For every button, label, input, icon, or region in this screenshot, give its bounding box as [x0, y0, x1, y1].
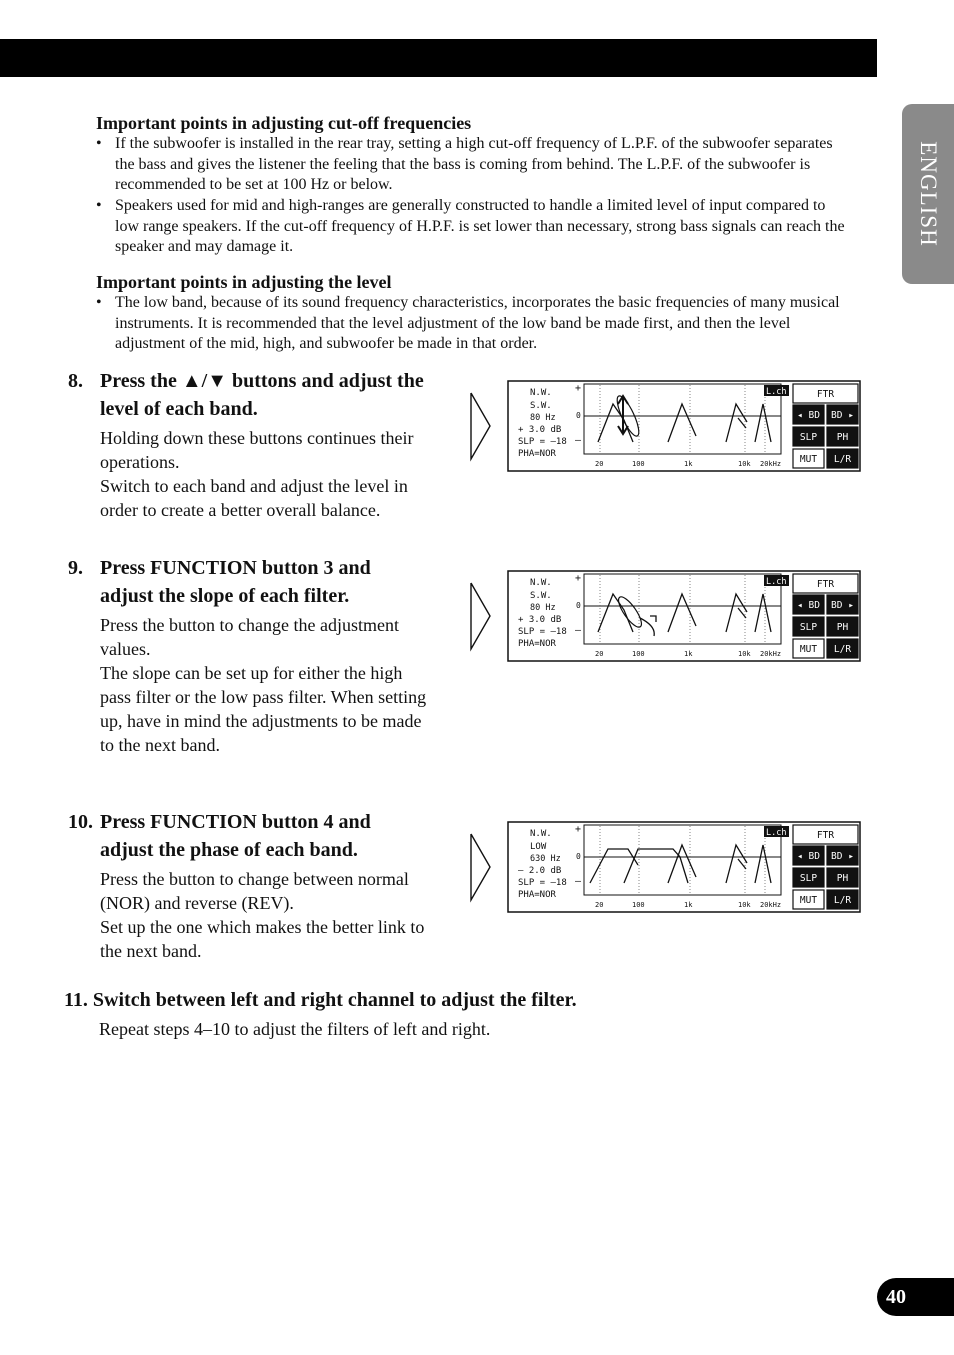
level-text: + 3.0 dB — [518, 425, 562, 435]
step-body — [100, 613, 428, 757]
phase-text: PHA=NOR — [518, 639, 556, 649]
phase-text: PHA=NOR — [518, 890, 556, 900]
x-tick-label: 1k — [684, 650, 693, 658]
frequency-text: 80 Hz — [530, 413, 556, 423]
step-number: 11. — [64, 989, 88, 1011]
slope-text: SLP = –18 — [518, 627, 567, 637]
band-prev-button[interactable] — [793, 405, 824, 424]
slope-button-label: SLP — [799, 873, 818, 884]
ftr-button-label: FTR — [816, 579, 835, 590]
band-type-text: LOW — [530, 842, 547, 852]
mute-button-label: MUT — [799, 895, 818, 906]
x-tick-label: 20 — [595, 901, 604, 909]
step-11 — [64, 986, 884, 1041]
step-number: 10. — [68, 811, 93, 833]
pointer-arrow-icon — [471, 583, 490, 649]
frequency-text: 80 Hz — [530, 603, 556, 613]
frequency-text: 630 Hz — [530, 854, 561, 864]
channel-label: L.ch — [766, 387, 787, 397]
scale-minus-label: – — [575, 876, 582, 887]
scale-plus-label: + — [575, 824, 582, 835]
level-heading: Important points in adjusting the level — [96, 272, 392, 292]
ftr-button[interactable] — [793, 825, 858, 844]
scale-minus-label: – — [575, 435, 582, 446]
x-tick-label: 20kHz — [760, 901, 782, 909]
step-9 — [68, 554, 428, 757]
ftr-button[interactable] — [793, 384, 858, 403]
bullet-text: The low band, because of its sound frequency characteristics, incorporates the basic frequencies of many musical instruments. It is recommended that the level adjustment of the low band be made first, and then the level adjustment of the mid, high, and subwoofer be made in that order. — [115, 294, 840, 352]
band-next-button-label: BD ▸ — [831, 600, 854, 611]
step-number: 8. — [68, 370, 83, 392]
step-title: Press the ▲/▼ buttons and adjust the level of each band. — [100, 370, 424, 420]
step-title — [64, 986, 884, 1014]
band-prev-button-label: ◂ BD — [797, 410, 820, 421]
step-10 — [68, 808, 428, 963]
left-right-button-label: L/R — [833, 454, 852, 465]
band-name-text: N.W. — [530, 388, 552, 398]
step-paragraph: Holding down these buttons continues their operations. — [100, 428, 414, 472]
left-right-button[interactable] — [827, 890, 858, 909]
slope-button[interactable] — [793, 868, 824, 887]
band-prev-button[interactable] — [793, 846, 824, 865]
step-title-text: Switch between left and right channel to adjust the filter. — [92, 989, 577, 1011]
step-paragraph: Repeat steps 4–10 to adjust the filters of left and right. — [99, 1019, 491, 1039]
phase-button-label: PH — [836, 873, 849, 884]
slope-button-label: SLP — [799, 432, 818, 443]
step-title: Press FUNCTION button 4 and adjust the phase of each band. — [100, 811, 371, 861]
lcd-screen-3 — [468, 821, 862, 913]
level-text: – 2.0 dB — [518, 866, 562, 876]
header-bar — [0, 39, 877, 77]
phase-button[interactable] — [827, 427, 858, 446]
band-name-text: N.W. — [530, 829, 552, 839]
scale-plus-label: + — [575, 573, 582, 584]
ftr-button-label: FTR — [816, 389, 835, 400]
left-right-button-label: L/R — [833, 644, 852, 655]
mute-button[interactable] — [793, 890, 824, 909]
band-next-button[interactable] — [827, 595, 858, 614]
page-number: 40 — [877, 1278, 954, 1316]
mute-button-label: MUT — [799, 454, 818, 465]
slope-button[interactable] — [793, 427, 824, 446]
mute-button[interactable] — [793, 639, 824, 658]
slope-button-label: SLP — [799, 622, 818, 633]
band-prev-button[interactable] — [793, 595, 824, 614]
mute-button-label: MUT — [799, 644, 818, 655]
cutoff-bullet-1 — [96, 134, 846, 196]
bullet-marker: • — [96, 294, 102, 311]
left-right-button-label: L/R — [833, 895, 852, 906]
scale-zero-label: 0 — [576, 852, 581, 861]
slope-button[interactable] — [793, 617, 824, 636]
scale-zero-label: 0 — [576, 601, 581, 610]
x-tick-label: 100 — [632, 650, 645, 658]
x-tick-label: 10k — [738, 650, 751, 658]
step-8 — [68, 367, 428, 522]
step-paragraph: The slope can be set up for either the high pass filter or the low pass filter. When setting up, have in mind the adjustments to be made to the next band. — [100, 663, 427, 755]
x-tick-label: 10k — [738, 460, 751, 468]
pointer-arrow-icon — [471, 393, 490, 459]
scale-zero-label: 0 — [576, 411, 581, 420]
language-tab-label: ENGLISH — [916, 141, 941, 247]
step-body — [100, 867, 428, 963]
level-bullet-1 — [96, 293, 846, 355]
cutoff-heading: Important points in adjusting cut-off frequencies — [96, 113, 472, 133]
step-paragraph: Switch to each band and adjust the level in order to create a better overall balance. — [100, 476, 408, 520]
level-text: + 3.0 dB — [518, 615, 562, 625]
band-prev-button-label: ◂ BD — [797, 851, 820, 862]
phase-button-label: PH — [836, 432, 849, 443]
x-tick-label: 100 — [632, 901, 645, 909]
bullet-text: If the subwoofer is installed in the rear tray, setting a high cut-off frequency of L.P.F. of the subwoofer separates the bass and gives the listener the feeling that the bass is coming from behind. The L.P.F. of the subwoofer is recommended to be set at 100 Hz or below. — [115, 135, 833, 193]
x-tick-label: 20kHz — [760, 650, 782, 658]
band-next-button[interactable] — [827, 405, 858, 424]
lcd-screen-2 — [468, 570, 862, 662]
band-name-text: N.W. — [530, 578, 552, 588]
step-paragraph: Set up the one which makes the better link to the next band. — [100, 917, 425, 961]
slope-text: SLP = –18 — [518, 878, 567, 888]
step-paragraph: Press the button to change between normal (NOR) and reverse (REV). — [100, 869, 409, 913]
x-tick-label: 20kHz — [760, 460, 782, 468]
step-paragraph: Press the button to change the adjustment values. — [100, 615, 399, 659]
scale-minus-label: – — [575, 625, 582, 636]
band-prev-button-label: ◂ BD — [797, 600, 820, 611]
scale-plus-label: + — [575, 383, 582, 394]
x-tick-label: 20 — [595, 460, 604, 468]
band-type-text: S.W. — [530, 591, 552, 601]
mute-button[interactable] — [793, 449, 824, 468]
step-body — [99, 1017, 884, 1041]
phase-text: PHA=NOR — [518, 449, 556, 459]
band-next-button-label: BD ▸ — [831, 410, 854, 421]
pointer-arrow-icon — [471, 834, 490, 900]
lcd-screen-1 — [468, 380, 862, 472]
cutoff-bullet-2 — [96, 196, 846, 258]
bullet-marker: • — [96, 197, 102, 214]
ftr-button-label: FTR — [816, 830, 835, 841]
left-right-button[interactable] — [827, 639, 858, 658]
slope-text: SLP = –18 — [518, 437, 567, 447]
bullet-marker: • — [96, 135, 102, 152]
bullet-text: Speakers used for mid and high-ranges are generally constructed to handle a limited level of input compared to low range speakers. If the cut-off frequency of H.P.F. is set lower than necessary, strong bass signals can reach the speaker and may damage it. — [115, 197, 845, 255]
left-right-button[interactable] — [827, 449, 858, 468]
channel-label: L.ch — [766, 577, 787, 587]
phase-button-label: PH — [836, 622, 849, 633]
phase-button[interactable] — [827, 617, 858, 636]
x-tick-label: 1k — [684, 460, 693, 468]
band-next-button-label: BD ▸ — [831, 851, 854, 862]
x-tick-label: 10k — [738, 901, 751, 909]
x-tick-label: 100 — [632, 460, 645, 468]
band-type-text: S.W. — [530, 401, 552, 411]
step-title: Press FUNCTION button 3 and adjust the slope of each filter. — [100, 557, 371, 607]
x-tick-label: 20 — [595, 650, 604, 658]
language-tab — [902, 104, 954, 284]
ftr-button[interactable] — [793, 574, 858, 593]
band-next-button[interactable] — [827, 846, 858, 865]
step-body — [100, 426, 428, 522]
step-number: 9. — [68, 557, 83, 579]
phase-button[interactable] — [827, 868, 858, 887]
x-tick-label: 1k — [684, 901, 693, 909]
channel-label: L.ch — [766, 828, 787, 838]
